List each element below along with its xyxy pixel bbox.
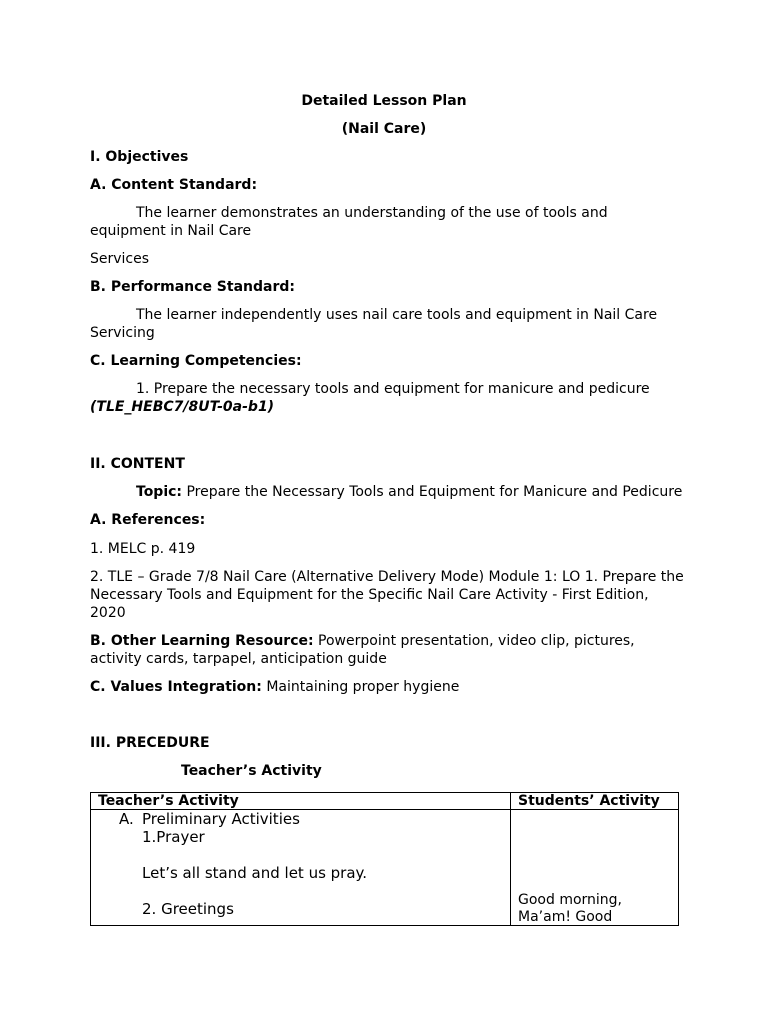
performance-standard-line2: Servicing bbox=[90, 325, 155, 341]
values-integration bbox=[90, 678, 459, 696]
topic-label: Topic: bbox=[136, 484, 183, 500]
procedure-subheading: Teacher’s Activity bbox=[181, 763, 322, 779]
students-activity-cell bbox=[511, 810, 679, 926]
performance-standard-label: B. Performance Standard: bbox=[90, 279, 295, 295]
content-standard-label: A. Content Standard: bbox=[90, 177, 258, 193]
references-label: A. References: bbox=[90, 512, 206, 528]
document-title: Detailed Lesson Plan bbox=[301, 93, 467, 109]
values-integration-text: Maintaining proper hygiene bbox=[261, 679, 460, 695]
prayer-item: 1.Prayer bbox=[142, 828, 205, 846]
reference-2-line2: Necessary Tools and Equipment for the Specific Nail Care Activity - First Edition, bbox=[90, 587, 649, 603]
learning-competency-1: 1. Prepare the necessary tools and equipment for manicure and pedicure bbox=[136, 381, 650, 397]
preliminary-marker: A. bbox=[119, 810, 134, 828]
table-row bbox=[91, 810, 679, 926]
activity-table bbox=[90, 792, 679, 926]
table-header-row bbox=[91, 793, 679, 810]
preliminary-activities: Preliminary Activities bbox=[142, 810, 300, 828]
other-resources-label: B. Other Learning Resource: bbox=[90, 633, 314, 649]
prayer-instruction: Let’s all stand and let us pray. bbox=[142, 864, 368, 882]
performance-standard-line1: The learner independently uses nail care tools and equipment in Nail Care bbox=[136, 307, 658, 323]
content-standard-line2: equipment in Nail Care bbox=[90, 223, 252, 239]
topic-text: Prepare the Necessary Tools and Equipment for Manicure and Pedicure bbox=[182, 484, 683, 500]
other-resources-text: Powerpoint presentation, video clip, pictures, bbox=[313, 633, 635, 649]
teacher-activity-header: Teacher’s Activity bbox=[91, 793, 511, 810]
learning-competencies-label: C. Learning Competencies: bbox=[90, 353, 302, 369]
content-standard-line3: Services bbox=[90, 251, 150, 267]
values-integration-label: C. Values Integration: bbox=[90, 679, 262, 695]
teacher-activity-cell bbox=[91, 810, 511, 926]
other-resources-line1 bbox=[90, 632, 635, 650]
procedure-heading: III. PRECEDURE bbox=[90, 735, 210, 751]
students-activity-header: Students’ Activity bbox=[511, 793, 679, 810]
reference-1: 1. MELC p. 419 bbox=[90, 541, 196, 557]
other-resources-line2: activity cards, tarpapel, anticipation guide bbox=[90, 651, 387, 667]
topic-line bbox=[136, 483, 682, 501]
competency-code: (TLE_HEBC7/8UT-0a-b1) bbox=[90, 399, 275, 415]
student-response-line1: Good morning, bbox=[518, 892, 623, 908]
reference-2-line1: 2. TLE – Grade 7/8 Nail Care (Alternative Delivery Mode) Module 1: LO 1. Prepare the bbox=[90, 569, 684, 585]
document-subtitle: (Nail Care) bbox=[341, 121, 427, 137]
content-standard-line1: The learner demonstrates an understanding of the use of tools and bbox=[136, 205, 608, 221]
greetings-item: 2. Greetings bbox=[142, 900, 234, 918]
student-response-line2: Ma’am! Good bbox=[518, 909, 613, 925]
reference-2-line3: 2020 bbox=[90, 605, 126, 621]
objectives-heading: I. Objectives bbox=[90, 149, 189, 165]
content-heading: II. CONTENT bbox=[90, 456, 185, 472]
